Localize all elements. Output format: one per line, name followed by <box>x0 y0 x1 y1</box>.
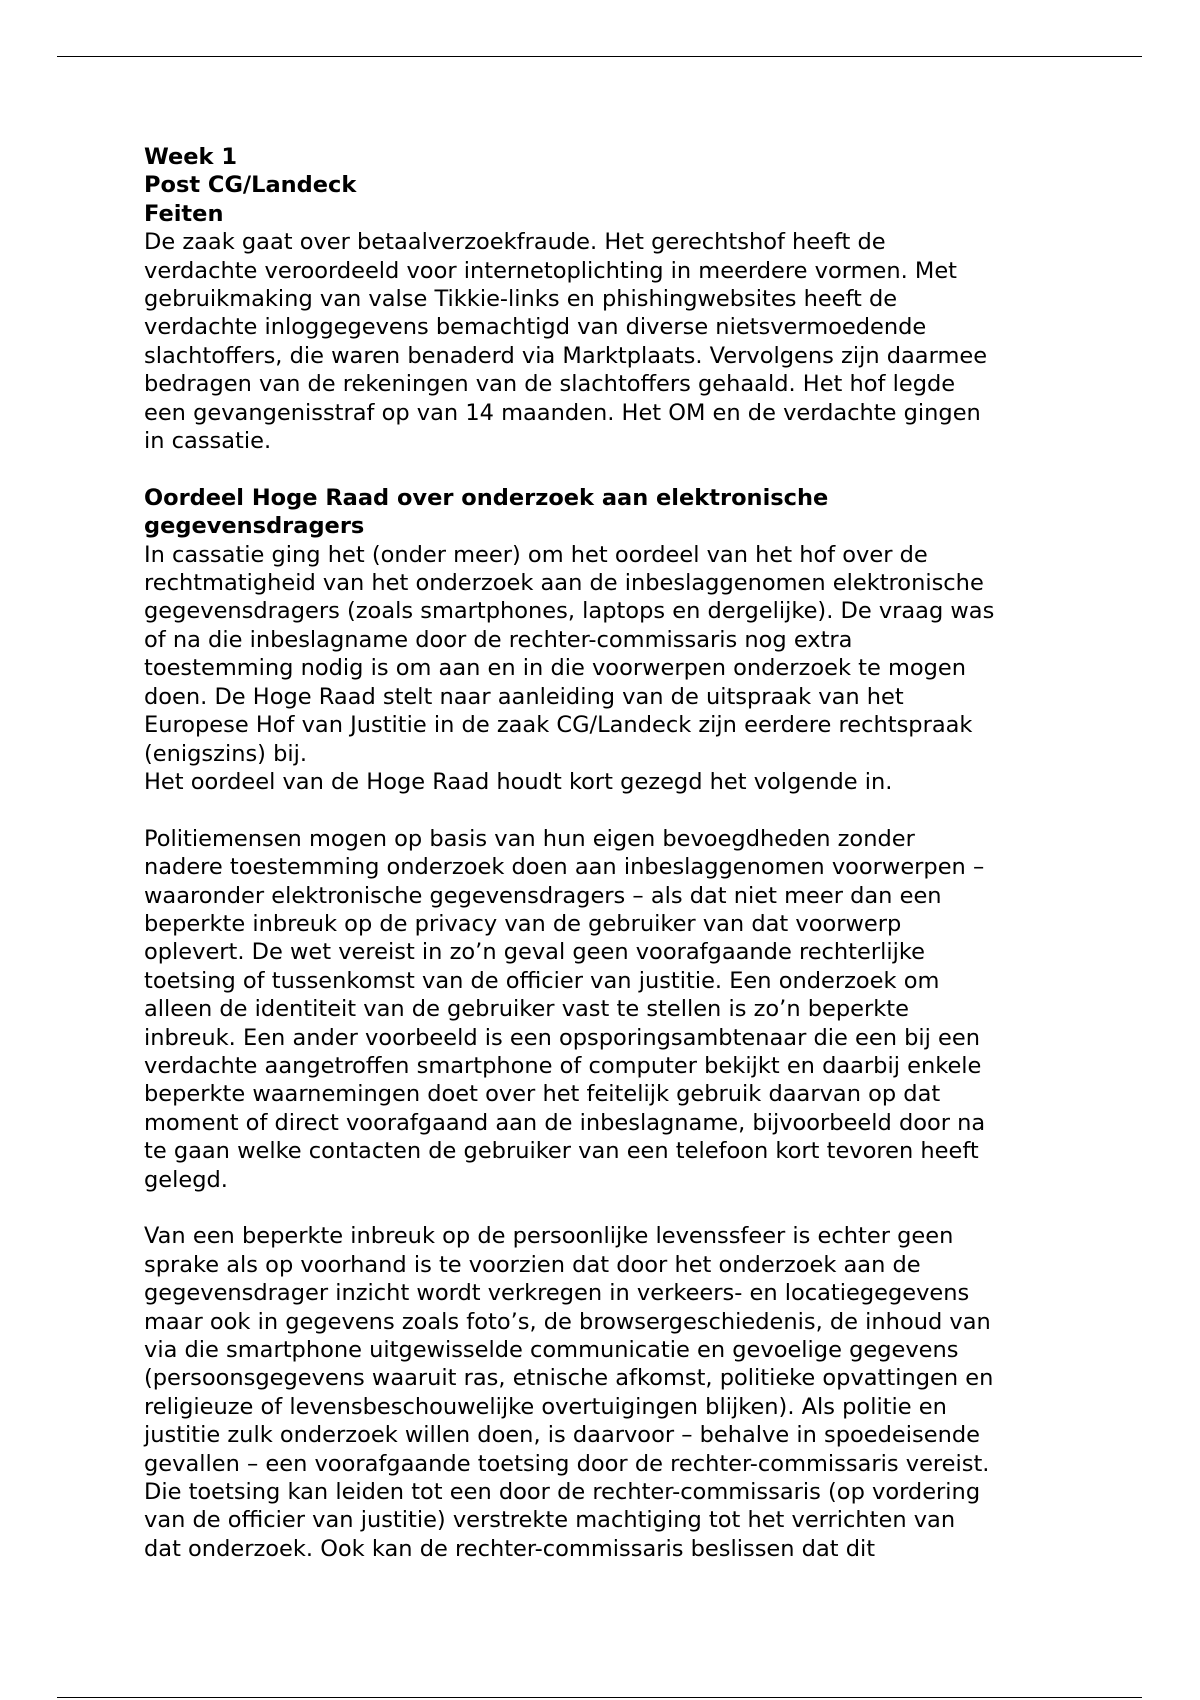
document-body <box>144 143 1084 1563</box>
bottom-divider <box>57 1697 1142 1698</box>
facts-paragraph: De zaak gaat over betaalverzoekfraude. Het gerechtshof heeft de verdachte veroordeeld voor internetoplichting in meerdere vormen. Met gebruikmaking van valse Tikkie-links en phishingwebsites heeft de verdachte inloggegevens bemachtigd van diverse nietsvermoedende slachtoffers, die waren benaderd via Marktplaats. Vervolgens zijn daarmee bedragen van de rekeningen van de slachtoffers gehaald. Het hof legde een gevangenisstraf op van 14 maanden. Het OM en de verdachte gingen in cassatie. <box>144 229 988 455</box>
top-divider <box>57 56 1142 57</box>
limited-infringement-paragraph: Van een beperkte inbreuk op de persoonlijke levenssfeer is echter geen sprake als op voorhand is te voorzien dat door het onderzoek aan de gegevensdrager inzicht wordt verkregen in verkeers- en locatiegegevens maar ook in gegevens zoals foto’s, de browsergeschiedenis, de inhoud van via die smartphone uitgewisselde communicatie en gevoelige gegevens (persoonsgegevens waaruit ras, etnische afkomst, politieke opvattingen en religieuze of levensbeschouwelijke overtuigingen blijken). Als politie en justitie zulk onderzoek willen doen, is daarvoor – behalve in spoedeisende gevallen – een voorafgaande toetsing door de rechter-commissaris vereist. Die toetsing kan leiden tot een door de rechter-commissaris (op vordering van de officier van justitie) verstrekte machtiging tot het verrichten van dat onderzoek. Ook kan de rechter-commissaris beslissen dat dit <box>144 1223 994 1562</box>
spacer <box>144 796 1084 824</box>
spacer <box>144 455 1084 483</box>
police-powers-paragraph: Politiemensen mogen op basis van hun eigen bevoegdheden zonder nadere toestemming onderzoek doen aan inbeslaggenomen voorwerpen – waaronder elektronische gegevensdragers – als dat niet meer dan een beperkte inbreuk op de privacy van de gebruiker van dat voorwerp oplevert. De wet vereist in zo’n geval geen voorafgaande rechterlijke toetsing of tussenkomst van de officier van justitie. Een onderzoek om alleen de identiteit van de gebruiker vast te stellen is zo’n beperkte inbreuk. Een ander voorbeeld is een opsporingsambtenaar die een bij een verdachte aangetroffen smartphone of computer bekijkt en daarbij enkele beperkte waarnemingen doet over het feitelijk gebruik daarvan op dat moment of direct voorafgaand aan de inbeslagname, bijvoorbeeld door na te gaan welke contacten de gebruiker van een telefoon kort tevoren heeft gelegd. <box>144 825 986 1193</box>
case-title: Post CG/Landeck <box>144 172 357 199</box>
spacer <box>144 1194 1084 1222</box>
judgment-summary: Het oordeel van de Hoge Raad houdt kort gezegd het volgende in. <box>144 768 893 795</box>
judgment-paragraph: In cassatie ging het (onder meer) om het oordeel van het hof over de rechtmatigheid van het onderzoek aan de inbeslaggenomen elektronische gegevensdragers (zoals smartphones, laptops en dergelijke). De vraag was of na die inbeslagname door de rechter-commissaris nog extra toestemming nodig is om aan en in die voorwerpen onderzoek te mogen doen. De Hoge Raad stelt naar aanleiding van de uitspraak van het Europese Hof van Justitie in de zaak CG/Landeck zijn eerdere rechtspraak (enigszins) bij. <box>144 541 995 767</box>
week-heading: Week 1 <box>144 144 237 170</box>
judgment-heading: Oordeel Hoge Raad over onderzoek aan elektronische gegevensdragers <box>144 484 829 540</box>
facts-heading: Feiten <box>144 200 224 227</box>
